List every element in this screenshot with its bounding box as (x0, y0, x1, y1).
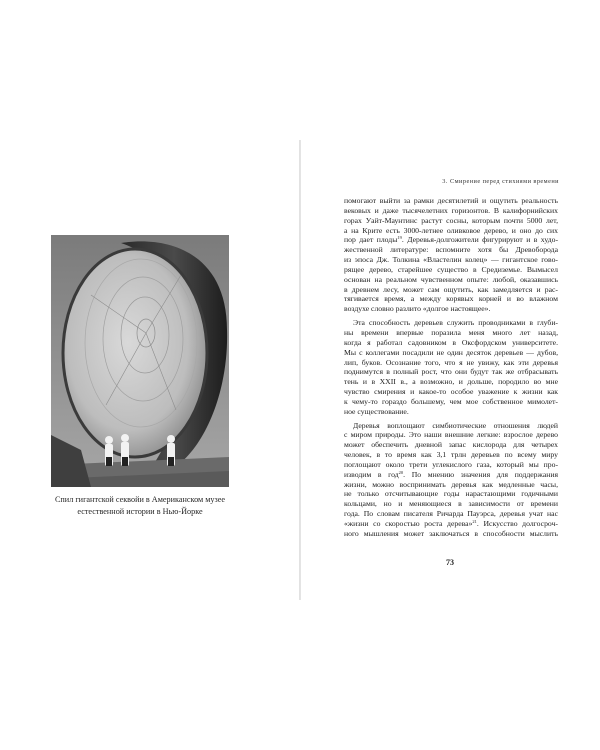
footnote-ref: 19 (397, 235, 402, 241)
text-line: помогают выйти за рамки десятилетий и ощутить реальность (344, 196, 558, 205)
text-line: жизни, можно воспринимать деревья как медленные часы, (344, 479, 558, 489)
page-number: 73 (446, 558, 454, 567)
text-line: жественной литературе: вспомните хотя бы Древоборода (344, 245, 558, 255)
text-line: вековых и даже тысячелетних горизонтов. В калифорнийских (344, 205, 558, 215)
footnote-ref: 20 (398, 469, 404, 475)
text-line: может обеспечить дневной запас кислорода для четырех (344, 440, 558, 450)
text-line: кольцами, но и меняющиеся в зависимости от времени (344, 499, 558, 509)
body-text (344, 196, 558, 539)
text-line: в древнем лесу, может сам ощутить, как замедляется и рас- (344, 284, 558, 294)
caption-line: Спил гигантской секвойи в Американском музее (54, 495, 226, 504)
text-line: воздухе словно разлито «долгое настоящее». (344, 304, 491, 314)
text-line: тягивается время, а между корявых корней и во влажном (344, 294, 558, 304)
text-line: из эпоса Дж. Толкина «Властелин колец» — гигантское гово- (344, 255, 558, 265)
text-line: ного мышления может заключаться в способности мыслить (344, 528, 558, 538)
text-line: поднимутся в полный рост, что они будут так же отбрасывать (344, 367, 558, 377)
text-line: рящее дерево, старейшее существо в Средиземье. Вымысел (344, 264, 558, 274)
text-line: основан на реальном чувственном опыте: любой, оказавшись (344, 274, 558, 284)
running-head: 3. Смирение перед стихиями времени (442, 178, 559, 185)
text-line: Эта способность деревьев служить проводниками в глуби- (353, 318, 558, 328)
text-line: горах Уайт-Маунтинс растут сосны, которым почти 5000 лет, (344, 215, 558, 225)
sequoia-photo (51, 235, 229, 487)
text-line: ное существование. (344, 406, 409, 416)
text-line: а на Крите есть 3000-летнее оливковое дерево, и оно до сих (344, 225, 558, 235)
text-line: тень и в XXII в., а возможно, и дольше, породило во мне (344, 377, 558, 387)
text-line: не только отсчитывающие годы нарастающими годичными (344, 489, 558, 499)
text-line: изводим в год$^{20}$. По мнению значения для поддержания (344, 469, 558, 479)
text-line: ны времени впервые поразила меня много лет назад, (344, 327, 558, 337)
text-line: «жизни со скоростью роста дерева»$^{21}$. Искусство долгосроч- (344, 519, 558, 528)
text-line: поглощают около трети углекислого газа, который мы про- (344, 459, 558, 469)
text-line: Мы с коллегами посадили не один десяток деревьев — дубов, (344, 347, 558, 357)
text-line: чувство смирения и какое-то особое уважение к жизни как (344, 387, 558, 397)
text-line: пор дает плоды$^{19}$. Деревья-долгожители фигурируют и в худо- (344, 235, 558, 245)
text-line: года. По словам писателя Ричарда Пауэрса, деревья учат нас (344, 509, 558, 519)
text-line: лип, буков. Осознание того, что я не увижу, как эти деревья (344, 357, 558, 367)
footnote-ref: 21 (472, 519, 477, 524)
caption-line: естественной истории в Нью-Йорке (77, 506, 203, 516)
text-line: человек, в то время как 3,1 трлн деревьев по всему миру (344, 450, 558, 460)
book-gutter (299, 140, 301, 600)
text-line: с миром природы. Это наши внешние легкие: взрослое дерево (344, 430, 558, 440)
photo-caption (44, 494, 236, 517)
text-line: Деревья воплощают симбиотические отношения людей (353, 420, 558, 430)
text-line: когда я работал садовником в Оксфордском университете. (344, 337, 558, 347)
text-line: к чему-то гораздо большему, чем мое собственное мимолет- (344, 396, 558, 406)
